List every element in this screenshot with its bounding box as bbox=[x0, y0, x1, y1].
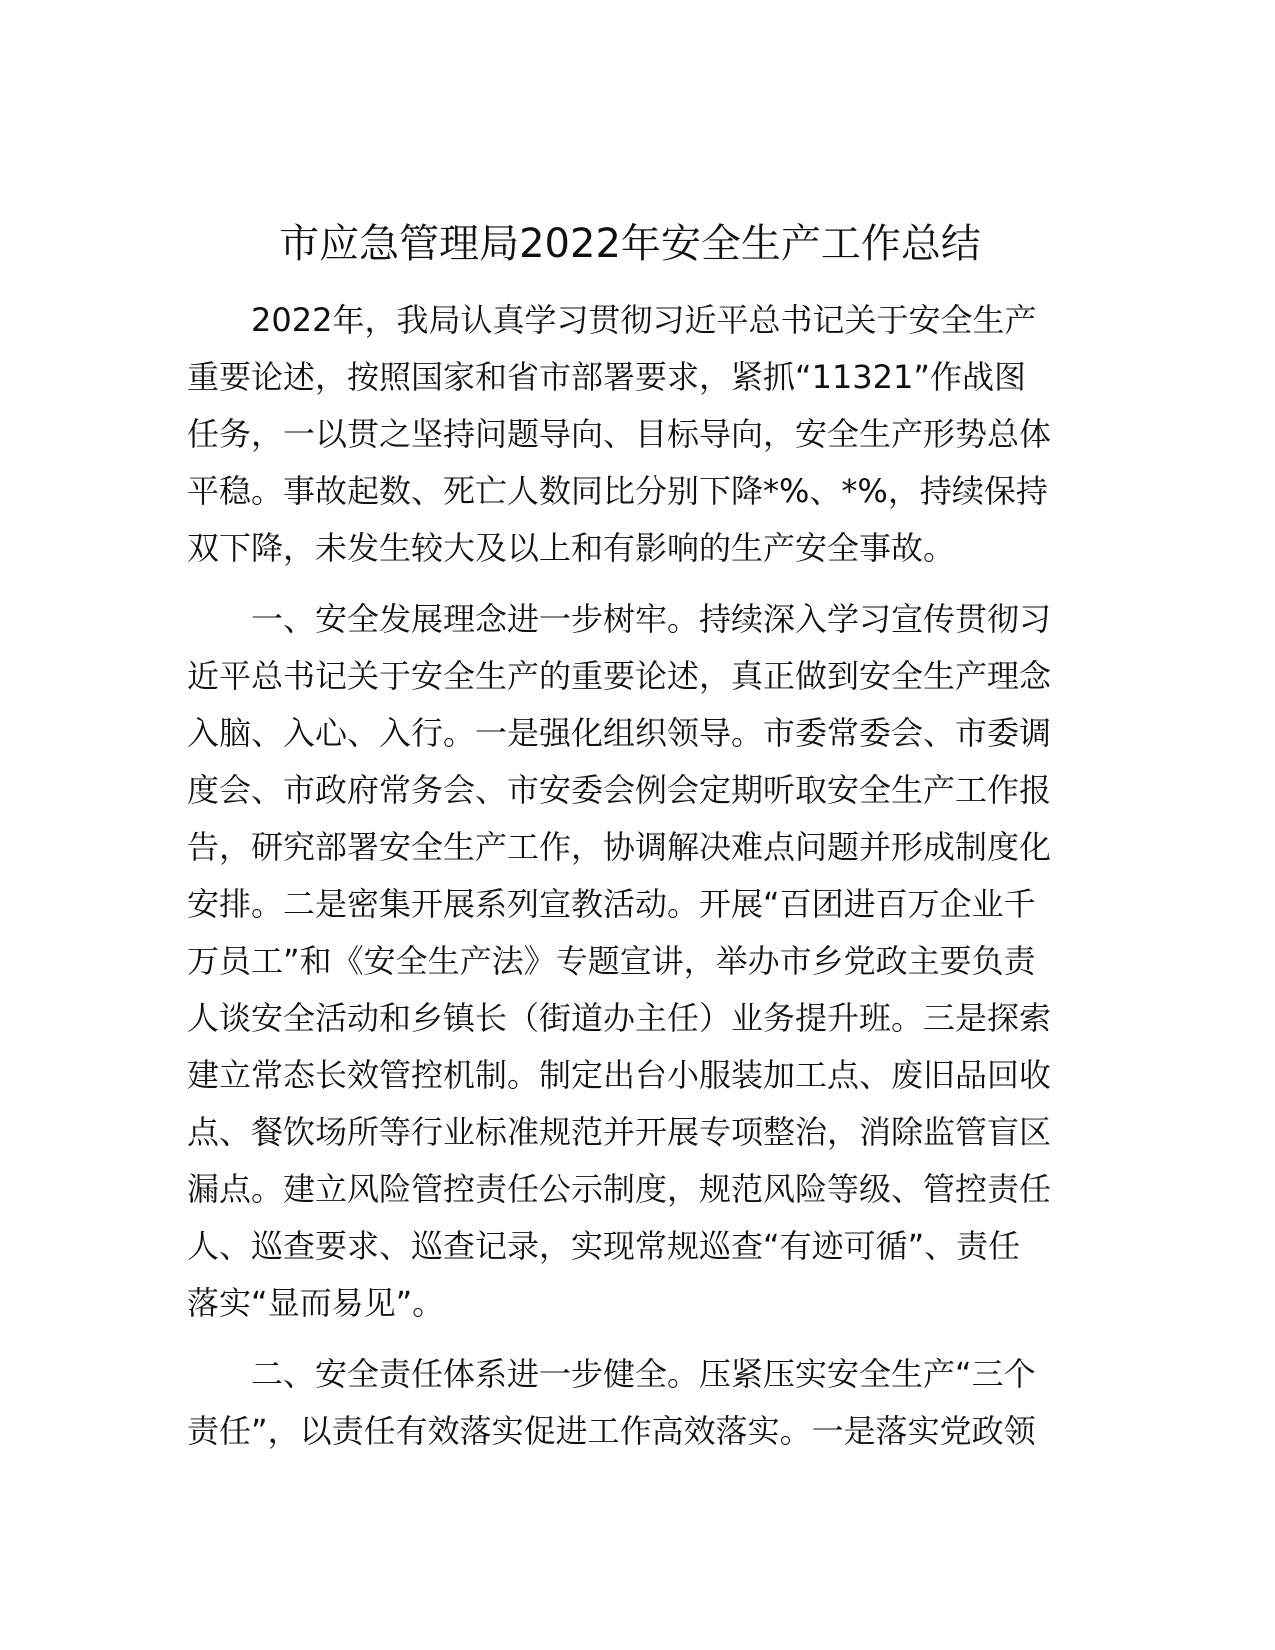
text-line: 万员工”和《安全生产法》专题宣讲，举办市乡党政主要负责 bbox=[187, 942, 1036, 980]
text-line: 双下降，未发生较大及以上和有影响的生产安全事故。 bbox=[187, 529, 956, 567]
document-title: 市应急管理局2022年安全生产工作总结 bbox=[279, 221, 981, 267]
paragraph-section-1 bbox=[187, 591, 1087, 1332]
text-line: 落实“显而易见”。 bbox=[187, 1284, 445, 1322]
text-line: 告，研究部署安全生产工作，协调解决难点问题并形成制度化 bbox=[187, 828, 1052, 866]
text-line: 二、安全责任体系进一步健全。压紧压实安全生产“三个 bbox=[251, 1355, 1036, 1393]
text-line: 重要论述，按照国家和省市部署要求，紧抓“11321”作战图 bbox=[187, 358, 1026, 396]
text-line: 平稳。事故起数、死亡人数同比分别下降*%、*%，持续保持 bbox=[187, 472, 1048, 510]
text-line: 一、安全发展理念进一步树牢。持续深入学习宣传贯彻习 bbox=[251, 600, 1052, 638]
text-line: 度会、市政府常务会、市安委会例会定期听取安全生产工作报 bbox=[187, 771, 1052, 809]
text-line: 点、餐饮场所等行业标准规范并开展专项整治，消除监管盲区 bbox=[187, 1113, 1052, 1151]
text-line: 人、巡查要求、巡查记录，实现常规巡查“有迹可循”、责任 bbox=[187, 1227, 1021, 1265]
text-line: 2022年，我局认真学习贯彻习近平总书记关于安全生产 bbox=[251, 301, 1037, 339]
text-line: 任务，一以贯之坚持问题导向、目标导向，安全生产形势总体 bbox=[187, 415, 1052, 453]
text-line: 入脑、入心、入行。一是强化组织领导。市委常委会、市委调 bbox=[187, 714, 1052, 752]
text-line: 建立常态长效管控机制。制定出台小服装加工点、废旧品回收 bbox=[187, 1056, 1052, 1094]
document-body bbox=[187, 292, 1087, 1474]
paragraph-section-2 bbox=[187, 1346, 1087, 1460]
paragraph-intro bbox=[187, 292, 1087, 577]
text-line: 人谈安全活动和乡镇长（街道办主任）业务提升班。三是探索 bbox=[187, 999, 1052, 1037]
text-line: 近平总书记关于安全生产的重要论述，真正做到安全生产理念 bbox=[187, 657, 1052, 695]
text-line: 漏点。建立风险管控责任公示制度，规范风险等级、管控责任 bbox=[187, 1170, 1052, 1208]
text-line: 安排。二是密集开展系列宣教活动。开展“百团进百万企业千 bbox=[187, 885, 1036, 923]
text-line: 责任”，以责任有效落实促进工作高效落实。一是落实党政领 bbox=[187, 1412, 1036, 1450]
